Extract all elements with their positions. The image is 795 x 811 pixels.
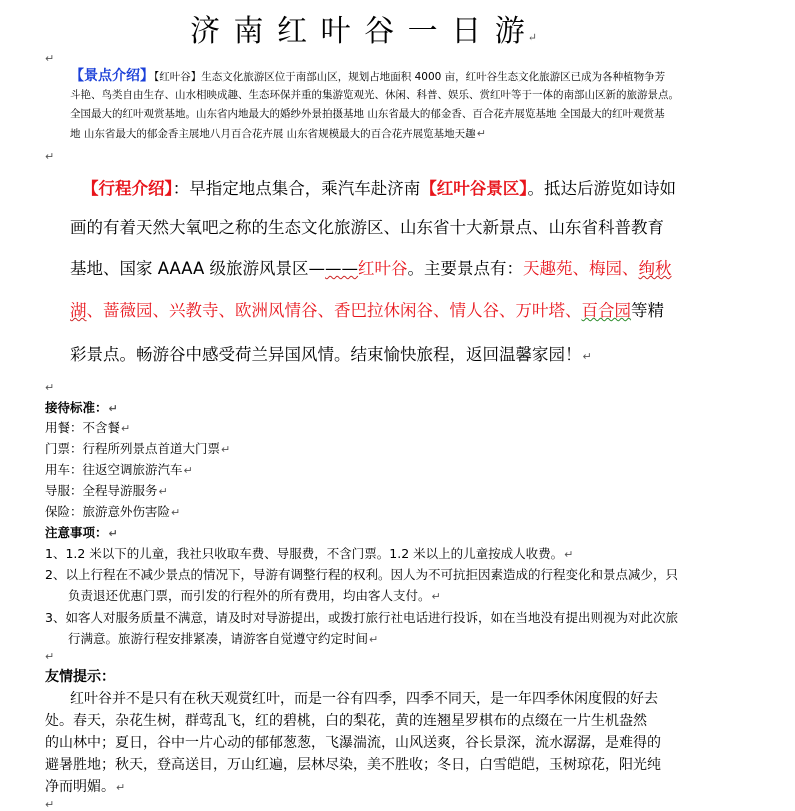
- intro-line-4: 地 山东省最大的郁金香主展地八月百合花卉展 山东省规模最大的百合花卉展览基地天趣↵: [70, 127, 486, 140]
- tips-heading: 友情提示：: [45, 669, 115, 685]
- note-3-line-1: 3、如客人对服务质量不满意，请及时对导游提出，或拨打旅行社电话进行投诉，如在当地没有提出则视为对此次旅: [45, 610, 678, 625]
- tips-line-2: 处。春天，杂花生树，群莺乱飞，红的碧桃，白的梨花，黄的连翘星罗棋布的点缀在一片生机盎然: [45, 713, 647, 729]
- paragraph-mark-icon: ↵: [45, 650, 55, 663]
- standards-insurance: 保险：旅游意外伤害险↵: [45, 504, 181, 519]
- tips-line-4: 避暑胜地；秋天，登高送目，万山红遍，层林尽染，美不胜收；冬日，白雪皑皑，玉树琼花，阳光纯: [45, 757, 661, 773]
- intro-line-3: 全国最大的红叶观赏基地。山东省内地最大的婚纱外景拍摄基地 山东省最大的郁金香、百合花卉展览基地 全国最大的红叶观赏基: [70, 108, 665, 120]
- tips-line-1: 红叶谷并不是只有在秋天观赏红叶，而是一谷有四季，四季不同天，是一年四季休闲度假的好去: [70, 691, 658, 707]
- itinerary-tag: 【行程介绍】: [82, 179, 173, 198]
- note-2-line-2: 负责退还优惠门票，而引发的行程外的所有费用，均由客人支付。↵: [68, 588, 441, 603]
- itinerary-line-3: 基地、国家 AAAA 级旅游风景区———红叶谷。主要景点有：天趣苑、梅园、绚秋: [70, 259, 672, 278]
- paragraph-mark-icon: ↵: [45, 381, 55, 394]
- standards-vehicle: 用车：往返空调旅游汽车↵: [45, 462, 193, 477]
- paragraph-mark-icon: ↵: [45, 798, 55, 811]
- note-2-line-1: 2、以上行程在不减少景点的情况下，导游有调整行程的权利。因人为不可抗拒因素造成的行程变化和景点减少，只: [45, 567, 678, 582]
- itinerary-line-2: 画的有着天然大氧吧之称的生态文化旅游区、山东省十大新景点、山东省科普教育: [70, 218, 664, 237]
- paragraph-mark-icon: ↵: [582, 350, 592, 363]
- paragraph-mark-icon: ↵: [45, 52, 55, 65]
- intro-tag: 【景点介绍】: [70, 68, 154, 84]
- itinerary-line-4: 湖、蔷薇园、兴教寺、欧洲风情谷、香巴拉休闲谷、情人谷、万叶塔、百合园等精: [70, 301, 664, 320]
- standards-heading: 接待标准：↵: [45, 400, 118, 415]
- note-3-line-2: 行满意。旅游行程安排紧凑，请游客自觉遵守约定时间↵: [68, 631, 379, 646]
- intro-line-2: 斗艳、鸟类自由生存、山水相映成趣、生态环保并重的集游览观光、休闲、科普、娱乐、赏红叶等于一体的南部山区新的旅游景点。: [70, 89, 679, 101]
- standards-tickets: 门票：行程所列景点首道大门票↵: [45, 441, 231, 456]
- title-text: 济 南 红 叶 谷 一 日 游: [190, 14, 527, 49]
- paragraph-mark-icon: ↵: [527, 31, 539, 44]
- itinerary-line-1: 【行程介绍】：早指定地点集合，乘汽车赴济南【红叶谷景区】。抵达后游览如诗如: [82, 179, 676, 198]
- paragraph-mark-icon: ↵: [45, 150, 55, 163]
- tips-line-5: 净而明媚。↵: [45, 779, 126, 795]
- standards-guide: 导服：全程导游服务↵: [45, 483, 168, 498]
- page-title: [190, 6, 650, 50]
- paragraph-mark-icon: ↵: [476, 127, 486, 140]
- intro-line-1: 【景点介绍】【红叶谷】生态文化旅游区位于南部山区，规划占地面积 4000 亩，红叶谷生态文化旅游区已成为各种植物争芳: [70, 68, 666, 84]
- itinerary-line-5: 彩景点。畅游谷中感受荷兰异国风情。结束愉快旅程，返回温馨家园！↵: [70, 345, 592, 364]
- note-1: 1、1.2 米以下的儿童，我社只收取车费、导服费，不含门票。1.2 米以上的儿童按成人收费。↵: [45, 546, 574, 561]
- notes-heading: 注意事项：↵: [45, 525, 118, 540]
- tips-line-3: 的山林中；夏日，谷中一片心动的郁郁葱葱，飞瀑湍流，山风送爽，谷长景深，流水潺潺，是难得的: [45, 735, 661, 751]
- standards-meals: 用餐：不含餐↵: [45, 420, 131, 435]
